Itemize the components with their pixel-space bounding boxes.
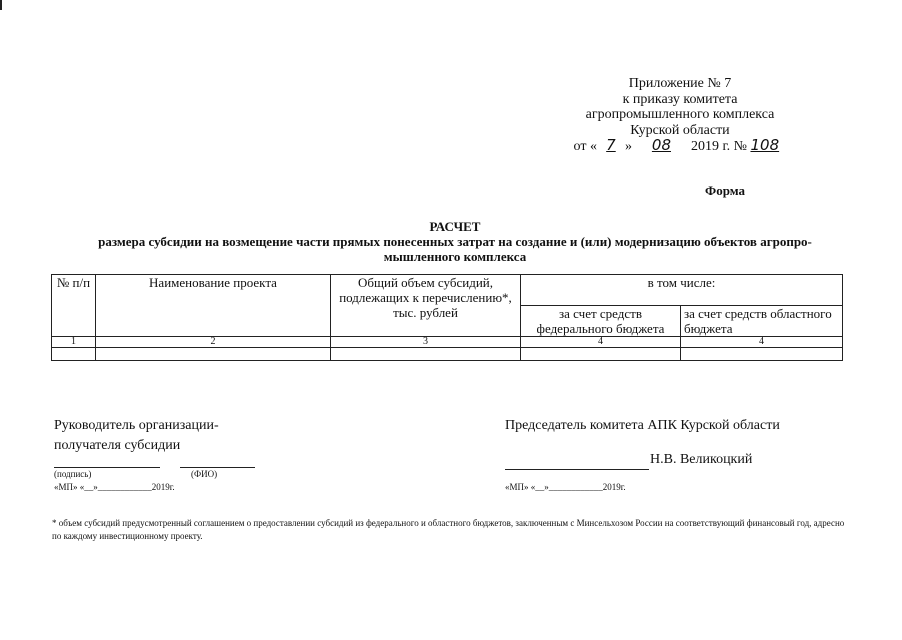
header-including: в том числе: xyxy=(521,275,843,306)
appendix-line-2: к приказу комитета xyxy=(622,91,738,107)
left-signer-line-1: Руководитель организации- xyxy=(54,418,219,433)
column-number-row xyxy=(52,337,843,348)
header-project-name: Наименование проекта xyxy=(96,275,331,337)
left-stamp-date: «МП» «__»____________2019г. xyxy=(54,482,175,492)
document-subtitle xyxy=(60,234,850,264)
column-number-cell: 4 xyxy=(681,337,843,348)
signature-blank-line xyxy=(54,466,160,468)
date-year: 2019 г. № xyxy=(690,139,747,154)
empty-data-row xyxy=(52,348,843,361)
scan-corner-mark xyxy=(0,0,2,10)
subtitle-line-2: мышленного комплекса xyxy=(383,249,527,264)
date-month-handwritten: 08 xyxy=(651,136,671,154)
table-cell xyxy=(331,348,521,361)
signature-caption: (подпись) xyxy=(54,469,92,479)
header-total-subsidy: Общий объем субсидий, подлежащих к перечислению*, тыс. рублей xyxy=(331,275,521,337)
column-number-cell: 2 xyxy=(96,337,331,348)
header-regional-budget: за счет средств областного бюджета xyxy=(681,306,843,337)
table-cell xyxy=(681,348,843,361)
subtitle-line-1: размера субсидии на возмещение части прямых понесенных затрат на создание и (или) модернизацию объектов агропро- xyxy=(98,234,812,249)
right-signer-name: Н.В. Великоцкий xyxy=(650,452,753,467)
appendix-block xyxy=(530,76,830,155)
date-day-handwritten: 7 xyxy=(606,136,616,154)
column-number-cell: 3 xyxy=(331,337,521,348)
footnote: * объем субсидий предусмотренный соглашением о предоставлении субсидий из федерального и областного бюджетов, заключенным с Минсельхозом России на соответствующий финансовый год, адресно по каждому инвестиционному проекту. xyxy=(52,518,845,541)
table-cell xyxy=(521,348,681,361)
table-cell xyxy=(96,348,331,361)
fio-blank-line xyxy=(180,466,255,468)
header-federal-budget: за счет средств федерального бюджета xyxy=(521,306,681,337)
column-number-cell: 4 xyxy=(521,337,681,348)
right-signer-title: Председатель комитета АПК Курской области xyxy=(505,418,780,433)
calculation-table xyxy=(51,274,843,361)
appendix-date-line xyxy=(530,138,830,155)
header-number: № п/п xyxy=(52,275,96,337)
form-label: Форма xyxy=(705,183,745,198)
left-signature-block xyxy=(54,416,219,456)
document-heading: РАСЧЕТ xyxy=(429,219,481,234)
fio-caption: (ФИО) xyxy=(191,469,218,479)
table-cell xyxy=(52,348,96,361)
left-signer-line-2: получателя субсидии xyxy=(54,438,181,453)
date-sep: » xyxy=(624,139,632,154)
right-stamp-date: «МП» «__»____________2019г. xyxy=(505,482,626,492)
column-number-cell: 1 xyxy=(52,337,96,348)
appendix-line-3: агропромышленного комплекса xyxy=(585,107,775,122)
order-number-handwritten: 108 xyxy=(750,136,780,154)
right-signature-blank-line xyxy=(505,468,649,470)
appendix-line-4: Курской области xyxy=(630,122,730,138)
appendix-line-1: Приложение № 7 xyxy=(628,76,732,91)
date-prefix: от « xyxy=(573,139,597,154)
